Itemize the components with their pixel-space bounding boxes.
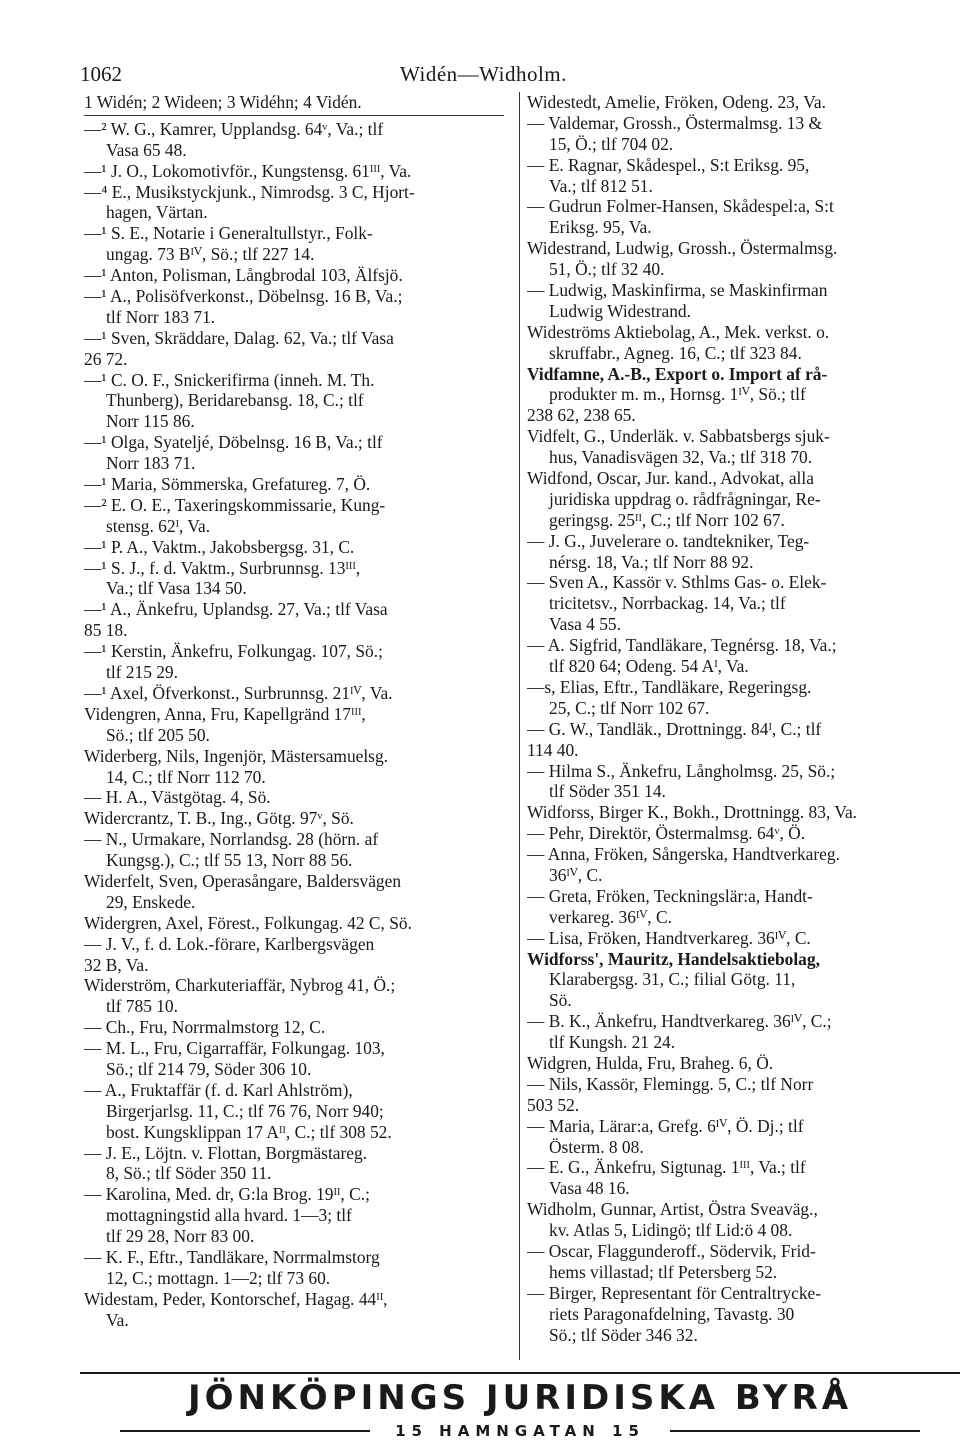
left-column-entry-line: — N., Urmakare, Norrlandsg. 28 (hörn. af xyxy=(84,829,379,850)
left-column-entry-line: 85 18. xyxy=(84,620,128,641)
left-column-entry-line: — Ch., Fru, Norrmalmstorg 12, C. xyxy=(84,1017,326,1038)
advertisement-title: JÖNKÖPINGS JURIDISKA BYRÅ xyxy=(187,1378,853,1418)
right-column-entry-line: — Anna, Fröken, Sångerska, Handtverkareg. xyxy=(527,844,840,865)
left-column-entry-line: —¹ Axel, Öfverkonst., Surbrunnsg. 21ᴵⱽ, Va. xyxy=(84,682,393,703)
left-column-entry-line: Norr 183 71. xyxy=(106,453,196,474)
left-column-entry-line: Widercrantz, T. B., Ing., Götg. 97ᵛ, Sö. xyxy=(84,808,354,829)
family-header-rule xyxy=(84,115,504,116)
left-column-entry-line: 29, Enskede. xyxy=(106,891,196,912)
left-column-entry-line: Widerfelt, Sven, Operasångare, Baldersvägen xyxy=(84,870,402,891)
left-column-entry-line: Sö.; tlf 205 50. xyxy=(106,724,210,745)
left-column-entry-line: — J. V., f. d. Lok.-förare, Karlbergsvägen xyxy=(84,933,375,954)
right-column-entry-line: — Birger, Representant för Centraltrycke- xyxy=(527,1282,822,1303)
left-column-entry-line: 1 Widén; 2 Wideen; 3 Widéhn; 4 Vidén. xyxy=(84,92,362,112)
right-column-entry-line: Va.; tlf 812 51. xyxy=(549,175,653,196)
left-column-entry-line: tlf 29 28, Norr 83 00. xyxy=(106,1226,255,1247)
right-column-entry-line: riets Paragonafdelning, Tavastg. 30 xyxy=(549,1303,795,1324)
right-column-entry-line: Klarabergsg. 31, C.; filial Götg. 11, xyxy=(549,969,796,990)
left-column xyxy=(84,92,516,1331)
right-column-entry-line: Ludwig Widestrand. xyxy=(549,300,691,321)
right-column-entry-line: Vasa 48 16. xyxy=(549,1178,630,1199)
right-column-entry-line: — A. Sigfrid, Tandläkare, Tegnérsg. 18, Va.; xyxy=(527,635,837,656)
right-column-entry-line: — Pehr, Direktör, Östermalmsg. 64ᵛ, Ö. xyxy=(527,823,806,844)
left-column-entry-line: —¹ A., Polisöfverkonst., Döbelnsg. 16 B, Va.; xyxy=(84,286,403,307)
right-column-entry-line: 15, Ö.; tlf 704 02. xyxy=(549,133,674,154)
left-column-entry-line: —¹ A., Änkefru, Uplandsg. 27, Va.; tlf Vasa xyxy=(84,599,388,620)
left-column-entry-line: Vasa 65 48. xyxy=(106,139,187,160)
right-column-entry-line: 238 62, 238 65. xyxy=(527,405,636,426)
left-column-entry-line: —⁴ E., Musikstyckjunk., Nimrodsg. 3 C, Hjort- xyxy=(84,181,415,202)
running-head: Widén—Widholm. xyxy=(400,62,567,86)
left-column-entry-line: Widerström, Charkuteriaffär, Nybrog 41, Ö.; xyxy=(84,975,396,996)
left-column-entry-line: —¹ C. O. F., Snickerifirma (inneh. M. Th. xyxy=(84,369,375,390)
right-column-entry-line: Widestrand, Ludwig, Grossh., Östermalmsg. xyxy=(527,238,838,259)
left-column-entry-line: —¹ S. J., f. d. Vaktm., Surbrunnsg. 13ᴵᴵᴵ, xyxy=(84,557,361,578)
left-column-entry-line: —¹ Kerstin, Änkefru, Folkungag. 107, Sö.; xyxy=(84,641,383,662)
advertisement-address: 15 HAMNGATAN 15 xyxy=(395,1422,645,1440)
left-column-entry-line: —² E. O. E., Taxeringskommissarie, Kung- xyxy=(84,494,386,515)
right-column-entry-line: Widgren, Hulda, Fru, Braheg. 6, Ö. xyxy=(527,1052,774,1073)
page-number: 1062 xyxy=(80,62,122,86)
right-column-entry-line: hems villastad; tlf Petersberg 52. xyxy=(549,1261,778,1282)
left-column-entry-line: —¹ Olga, Syatelјé, Döbelnsg. 16 B, Va.; tlf xyxy=(84,432,383,453)
right-column-entry-line: — Maria, Lärar:a, Grefg. 6ᴵⱽ, Ö. Dj.; tlf xyxy=(527,1115,804,1136)
right-column xyxy=(527,92,952,1345)
left-column-entry-line: stensg. 62ᴵ, Va. xyxy=(106,515,211,536)
left-column-entry-line: Birgerjarlsg. 11, C.; tlf 76 76, Norr 940; xyxy=(106,1100,384,1121)
left-column-entry-line: —² W. G., Kamrer, Upplandsg. 64ᵛ, Va.; tlf xyxy=(84,118,384,139)
page-header xyxy=(80,62,950,92)
right-column-entry-line: tlf Kungsh. 21 24. xyxy=(549,1032,676,1053)
right-column-entry-line: — J. G., Juvelerare o. tandtekniker, Teg- xyxy=(527,530,810,551)
left-column-entry-line: — A., Fruktaffär (f. d. Karl Ahlström), xyxy=(84,1079,353,1100)
left-column-entry-line: Sö.; tlf 214 79, Söder 306 10. xyxy=(106,1058,312,1079)
left-column-entry-line: 26 72. xyxy=(84,348,128,369)
right-column-entry-line: Österm. 8 08. xyxy=(549,1136,644,1157)
right-column-entry-line: tlf 820 64; Odeng. 54 Aᴵ, Va. xyxy=(549,656,749,677)
right-column-entry-line: 114 40. xyxy=(527,739,579,760)
right-column-entry-line: produkter m. m., Hornsg. 1ᴵⱽ, Sö.; tlf xyxy=(549,384,806,405)
left-column-entry-line: 32 B, Va. xyxy=(84,954,149,975)
left-column-entry-line: mottagningstid alla hvard. 1—3; tlf xyxy=(106,1205,352,1226)
right-column-entry-line: Widforss, Birger K., Bokh., Drottningg. 83, Va. xyxy=(527,802,858,823)
right-column-entry-line: Sö.; tlf Söder 346 32. xyxy=(549,1324,698,1345)
right-column-entry-line: — Greta, Fröken, Teckningslär:a, Handt- xyxy=(527,885,813,906)
right-column-entry-line: 503 52. xyxy=(527,1094,580,1115)
right-column-entry-line: kv. Atlas 5, Lidingö; tlf Lid:ö 4 08. xyxy=(549,1220,793,1241)
left-column-entry-line: tlf 785 10. xyxy=(106,996,178,1017)
right-column-entry-line: — Hilma S., Änkefru, Långholmsg. 25, Sö.; xyxy=(527,760,836,781)
right-column-entry-line: Vidfelt, G., Underläk. v. Sabbatsbergs sjuk- xyxy=(527,426,830,447)
right-column-entry-line: — Oscar, Flaggunderoff., Södervik, Frid- xyxy=(527,1240,816,1261)
right-column-entry-line: Vasa 4 55. xyxy=(549,614,621,635)
left-column-entry-line: — M. L., Fru, Cigarraffär, Folkungag. 103, xyxy=(84,1038,385,1059)
right-column-entry-line: Eriksg. 95, Va. xyxy=(549,217,652,238)
left-column-entry-line: —¹ S. E., Notarie i Generaltullstyr., Folk- xyxy=(84,223,373,244)
left-column-entry-line: — H. A., Västgötag. 4, Sö. xyxy=(84,787,271,808)
right-column-entry-line: hus, Vanadisvägen 32, Va.; tlf 318 70. xyxy=(549,447,813,468)
left-column-entry-line: —¹ Maria, Sömmerska, Grefatureg. 7, Ö. xyxy=(84,474,371,495)
right-column-entry-line: Widfond, Oscar, Jur. kand., Advokat, alla xyxy=(527,468,814,489)
right-column-entry-line: — Lisa, Fröken, Handtverkareg. 36ᴵⱽ, C. xyxy=(527,927,811,948)
left-column-entry-line: 12, C.; mottagn. 1—2; tlf 73 60. xyxy=(106,1267,331,1288)
left-column-entry-line: 8, Sö.; tlf Söder 350 11. xyxy=(106,1163,272,1184)
left-column-entry-line: —¹ J. O., Lokomotivför., Kungstensg. 61ᴵᴵᴵ, Va. xyxy=(84,160,412,181)
banner-top-rule xyxy=(80,1372,960,1374)
right-column-entry-line: tlf Söder 351 14. xyxy=(549,781,666,802)
right-column-entry-line: — E. Ragnar, Skådespel., S:t Eriksg. 95, xyxy=(527,154,810,175)
right-column-entry-line: — Gudrun Folmer-Hansen, Skådespel:a, S:t xyxy=(527,196,834,217)
left-column-entry-line: tlf 215 29. xyxy=(106,662,178,683)
right-column-entry-line: — G. W., Tandläk., Drottningg. 84ᴵ, C.; tlf xyxy=(527,718,822,739)
right-column-entry-line: Wideströms Aktiebolag, A., Mek. verkst. o. xyxy=(527,321,830,342)
left-column-entry-line: Widergren, Axel, Förest., Folkungag. 42 C, Sö. xyxy=(84,912,412,933)
advertisement-banner xyxy=(80,1372,960,1444)
left-column-entry-line: Va. xyxy=(106,1309,129,1330)
left-column-entry-line: Norr 115 86. xyxy=(106,411,195,432)
right-column-entry-line: — Sven A., Kassör v. Sthlms Gas- o. Elek- xyxy=(527,572,827,593)
right-column-entry-line: Widholm, Gunnar, Artist, Östra Sveaväg., xyxy=(527,1199,818,1220)
left-column-entry-line: Va.; tlf Vasa 134 50. xyxy=(106,578,247,599)
left-column-entry-line: 14, C.; tlf Norr 112 70. xyxy=(106,766,266,787)
left-column-entry-line: Videngren, Anna, Fru, Kapellgränd 17ᴵᴵᴵ, xyxy=(84,703,366,724)
right-column-entry-line: Sö. xyxy=(549,990,572,1011)
right-column-entry-line: 36ᴵⱽ, C. xyxy=(549,864,603,885)
right-column-entry-line: —s, Elias, Eftr., Tandläkare, Regeringsg. xyxy=(527,676,812,697)
left-column-entry-line: ungag. 73 Bᴵⱽ, Sö.; tlf 227 14. xyxy=(106,244,315,265)
left-column-entry-line: Kungsg.), C.; tlf 55 13, Norr 88 56. xyxy=(106,850,353,871)
left-column-entry-line: hagen, Värtan. xyxy=(106,202,208,223)
left-column-entry-line: Widestam, Peder, Kontorschef, Hagag. 44ᴵᴵ, xyxy=(84,1288,388,1309)
left-column-entry-line: bost. Kungsklippan 17 Aᴵᴵ, C.; tlf 308 52. xyxy=(106,1121,392,1142)
right-column-entry-line: 51, Ö.; tlf 32 40. xyxy=(549,259,665,280)
right-column-entry-line: — Ludwig, Maskinfirma, se Maskinfirman xyxy=(527,280,828,301)
right-column-entry-line: — B. K., Änkefru, Handtverkareg. 36ᴵⱽ, C.; xyxy=(527,1011,832,1032)
left-column-entry-line: — J. E., Löjtn. v. Flottan, Borgmästareg. xyxy=(84,1142,368,1163)
right-column-entry-line: geringsg. 25ᴵᴵ, C.; tlf Norr 102 67. xyxy=(549,509,785,530)
right-column-entry-line: — Valdemar, Grossh., Östermalmsg. 13 & xyxy=(527,112,823,133)
right-column-entry-line: — E. G., Änkefru, Sigtunag. 1ᴵᴵᴵ, Va.; tlf xyxy=(527,1157,806,1178)
left-column-entry-line: — Karolina, Med. dr, G:la Brog. 19ᴵᴵ, C.; xyxy=(84,1184,370,1205)
right-column-entry-line: tricitetsv., Norrbackag. 14, Va.; tlf xyxy=(549,593,786,614)
left-column-entry-line: —¹ Sven, Skräddare, Dalag. 62, Va.; tlf Vasa xyxy=(84,327,394,348)
left-column-entry-line: —¹ Anton, Polisman, Långbrodal 103, Älfsjö. xyxy=(84,265,403,286)
left-column-entry-line: Thunberg), Beridarebansg. 18, C.; tlf xyxy=(106,390,364,411)
column-divider xyxy=(519,92,520,1360)
left-column-entry-line: —¹ P. A., Vaktm., Jakobsbergsg. 31, C. xyxy=(84,536,355,557)
left-column-entry-line: — K. F., Eftr., Tandläkare, Norrmalmstorg xyxy=(84,1246,380,1267)
right-column-entry-line: Widforss', Mauritz, Handelsaktiebolag, xyxy=(527,948,820,969)
left-column-entry-line: Widerberg, Nils, Ingenjör, Mästersamuelsg. xyxy=(84,745,388,766)
right-column-entry-line: nérsg. 18, Va.; tlf Norr 88 92. xyxy=(549,551,754,572)
right-column-entry-line: juridiska uppdrag o. rådfrågningar, Re- xyxy=(549,488,821,509)
right-column-entry-line: Widestedt, Amelie, Fröken, Odeng. 23, Va. xyxy=(527,92,826,112)
banner-right-rule xyxy=(670,1430,920,1432)
right-column-entry-line: — Nils, Kassör, Flemingg. 5, C.; tlf Norr xyxy=(527,1073,814,1094)
right-column-entry-line: verkareg. 36ᴵⱽ, C. xyxy=(549,906,672,927)
right-column-entry-line: Vidfamne, A.-B., Export o. Import af rå- xyxy=(527,363,828,384)
right-column-entry-line: 25, C.; tlf Norr 102 67. xyxy=(549,697,710,718)
right-column-entry-line: skruffabr., Agneg. 16, C.; tlf 323 84. xyxy=(549,342,802,363)
left-column-entry-line: tlf Norr 183 71. xyxy=(106,306,216,327)
